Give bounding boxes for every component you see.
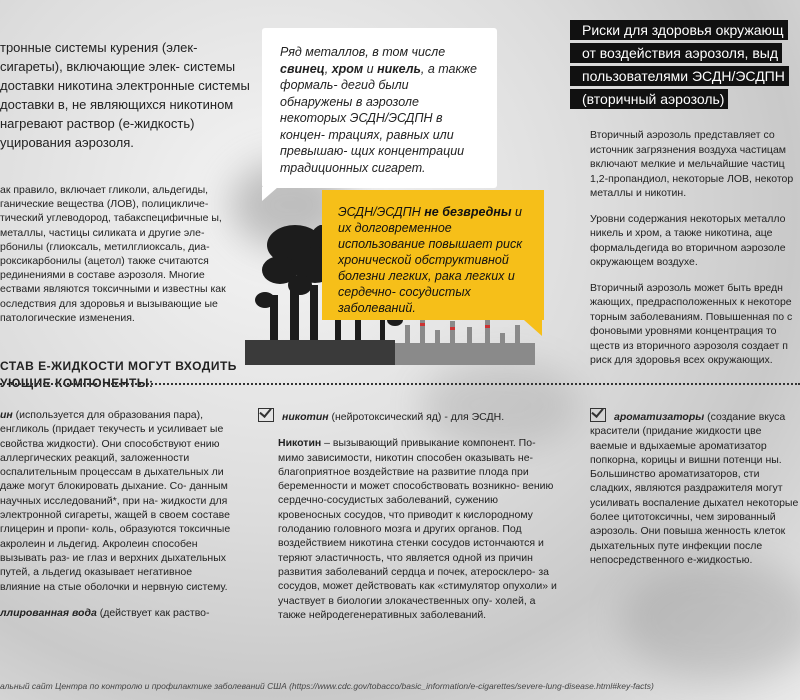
title-line: (вторичный аэрозоль)	[570, 89, 728, 109]
title-line: Риски для здоровья окружающ	[570, 20, 788, 40]
check-note-icon	[258, 408, 274, 422]
metals-quote-bubble: Ряд металлов, в том числе свинец, хром и никель, а также формаль- дегид были обнаружены в аэрозоле некоторых ЭСДН/ЭСДПН в концен- трациях, равных или превышаю- щих концентрации традиционных сигарет.	[262, 28, 497, 188]
callout-tail	[524, 320, 542, 336]
paragraph: Вторичный аэрозоль представляет со источник загрязнения воздуха частицам включают мелкие и мельчайшие частиц 1,2-пропандиол, некоторые ЛОВ, некотор металлы и никотин.	[590, 129, 794, 199]
glycerin-glycol-section: ин (используется для образования пара), енгликоль (придает текучесть и усиливает ые свойства жидкости). Они способствуют ению аллергических реакций, заложенности оспалительным процессам в дыхательных ли даже могут блокировать дыхание. Со- данным научных исследований*, при на- жидкости для электронной сигареты, жащей в своем составе глицерин и пропи- коль, образуются токсичные акролеин и льдегид. Акролеин способен вызывать раз- ие глаз и верхних дыхательных путей, а льдегид оказывает негативное влияние на стые оболочки и нервную систему. ллированная вода (действует как раство-	[0, 409, 231, 619]
title-line: пользователями ЭСДН/ЭСДПН	[570, 66, 789, 86]
quote-bubble-tail	[262, 187, 278, 201]
quote-text: Ряд металлов, в том числе	[280, 45, 446, 59]
secondary-aerosol-text	[590, 128, 800, 379]
nicotine-section: никотин (нейротоксический яд) - для ЭСДН. Никотин – вызывающий привыкание компонент. По- мимо зависимости, никотин способен оказывать не- благоприятное воздействие на развитие плода при беременности и может способствовать возникно- вению сердечно-сосудистых заболеваний, сужению кровеносных сосудов, что приводит к кислородному голоданию головного мозга и других органов. Под воздействием никотина стенки сосудов истончаются и теряют эластичность, что является одной из причин развития заболеваний сердца и почек, атеросклеро- за сосудов, может действовать как «стимулятор опухоли» и участвует в биологии злокачественных опу- холей, а также нейродегенеративных заболеваний.	[258, 408, 558, 622]
paragraph: Вторичный аэрозоль может быть вредн жающих, предрасположенных к некоторе торным заболеваниям. Повышенная по с фоновыми уровнями концентрация то ществ из вторичного аэрозоля создает п риск для здоровья всех окружающих.	[590, 281, 793, 366]
check-note-icon	[590, 408, 606, 422]
flavorings-section: ароматизаторы (создание вкуса красители (придание жидкости цве ваемые и вдыхаемые ароматизатор попкорна, корицы и вишни потенци ны. Большинство ароматизаторов, сти сладких, являются раздражителя могут усиливать воспаление дыхател некоторые более цитотоксичны, чем зированный аэрозоль. Они повыша женность клеток дыхательных путе инфекции после непосредственного е-жидкостью.	[590, 408, 800, 567]
health-risk-callout: ЭСДН/ЭСДПН не безвредны и их долговременное использование повышает риск хронической обструктивной болезни легких, рака легких и сердечно- сосудистых заболеваний.	[322, 190, 544, 320]
smoke-decoration	[620, 560, 800, 680]
footnote: альный сайт Центра по контролю и профилактике заболеваний США (https://www.cdc.gov/tobacco/basic_information/e-cigarettes/severe-lung-disease.html#key-facts)	[0, 681, 654, 691]
title-line: от воздействия аэрозоля, выд	[570, 43, 782, 63]
secondary-aerosol-title	[570, 20, 800, 112]
intro-text: тронные системы курения (элек- сигареты), включающие элек- системы доставки никотина электронные системы доставки в, не являющихся никотином нагревают раствор (е-жидкость) уцирования аэрозоля.	[0, 40, 250, 150]
aerosol-description: ак правило, включает гликоли, альдегиды, ганические вещества (ЛОВ), полицикличе- тический углеводород, табакспецифичные ы, металлы, частицы силиката и другие эле- рбонилы (глиоксаль, метилглиоксаль, диа- роксикарбонилы (ацетол) также считаются рединениями в составе аэрозоля. Многие ествами являются токсичными и известны как оследствия для здоровья и вызывающие ые патологические изменения.	[0, 184, 226, 324]
components-heading: СТАВ Е-ЖИДКОСТИ МОГУТ ВХОДИТЬ УЮЩИЕ КОМПОНЕНТЫ:	[0, 359, 237, 390]
paragraph: Уровни содержания некоторых металло никель и хром, а также никотина, аце формальдегида во вторичном аэрозоле окружающем воздухе.	[590, 212, 786, 268]
section-divider	[0, 383, 800, 385]
